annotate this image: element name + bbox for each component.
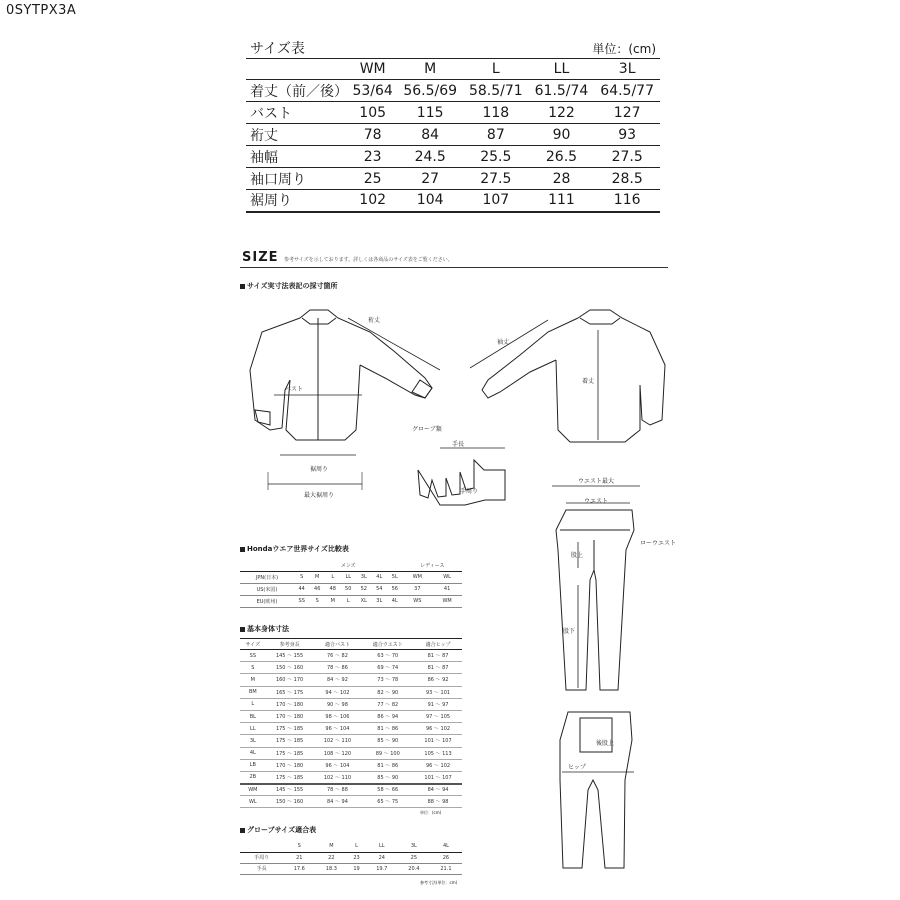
glove-sizes-title: グローブサイズ適合表 [240, 825, 316, 835]
table-row: US(米国) 44 46 48 50 52 54 56 37 41 [240, 583, 462, 595]
label-hip: ヒップ [568, 764, 586, 771]
body-size-header: サイズ 参考身長 適合バスト 適合ウエスト 適合ヒップ [240, 639, 462, 650]
product-code: 0SYTPX3A [6, 3, 77, 18]
label-glove-type: グローブ類 [412, 426, 442, 433]
label-waist-max: ウエスト最大 [578, 478, 615, 485]
table-row: 4L 175 〜 185 108 〜 120 89 〜 100 105 〜 113 [240, 747, 462, 759]
size-table-title: サイズ表 [250, 41, 305, 57]
label-temawari: 手周り [460, 488, 479, 495]
glove-size-table [240, 841, 462, 875]
table-row: S 150 〜 160 78 〜 86 69 〜 74 81 〜 87 [240, 662, 462, 674]
table-row: WL 150 〜 160 84 〜 94 65 〜 75 88 〜 98 [240, 796, 462, 808]
label-low-waist: ローウエスト [640, 540, 677, 547]
size-col-ll: LL [529, 59, 595, 80]
body-sizes-unit: 単位：(cm) [420, 810, 442, 815]
label-back-rise: 後股上 [596, 740, 615, 747]
world-sizes-title: Hondaウエア世界サイズ比較表 [240, 544, 349, 554]
size-col-l: L [463, 59, 529, 80]
size-col-3l: 3L [594, 59, 660, 80]
table-row: L 170 〜 180 90 〜 98 77 〜 82 91 〜 97 [240, 698, 462, 710]
body-size-table [240, 638, 462, 808]
table-row: LL 175 〜 185 96 〜 104 81 〜 86 96 〜 102 [240, 723, 462, 735]
table-row: LB 170 〜 180 96 〜 104 81 〜 86 96 〜 102 [240, 759, 462, 771]
table-row: 裄丈 78 84 87 90 93 [246, 124, 660, 146]
table-row: BM 165 〜 175 94 〜 102 82 〜 90 93 〜 101 [240, 686, 462, 698]
world-mens-header: メンズ [294, 560, 403, 571]
table-row: 着丈（前／後） 53/64 56.5/69 58.5/71 61.5/74 64.5/77 [246, 80, 660, 102]
label-sodehaba: 袖丈 [497, 339, 510, 346]
glove-size-header: S M L LL 3L 4L [240, 841, 462, 852]
size-note: 参考サイズを示しております。詳しくは各商品のサイズ表をご覧ください。 [284, 257, 453, 263]
table-row: 手長 17.6 18.3 19 19.7 20.4 21.1 [240, 863, 462, 874]
table-row: BL 170 〜 180 98 〜 106 86 〜 94 97 〜 105 [240, 710, 462, 722]
label-kitake: 着丈 [582, 378, 595, 385]
table-row: 袖口周り 25 27 27.5 28 28.5 [246, 168, 660, 190]
size-table-unit: 単位：(cm) [592, 42, 656, 56]
glove-drawing [418, 460, 505, 505]
size-col-wm: WM [348, 59, 397, 80]
table-row: 袖幅 23 24.5 25.5 26.5 27.5 [246, 146, 660, 168]
table-row: SS 145 〜 155 76 〜 82 63 〜 70 81 〜 87 [240, 650, 462, 662]
table-row: WM 145 〜 155 78 〜 88 58 〜 66 84 〜 94 [240, 784, 462, 796]
table-row: 裾周り 102 104 107 111 116 [246, 190, 660, 212]
table-row: バスト 105 115 118 122 127 [246, 102, 660, 124]
table-row: 3L 175 〜 185 102 〜 110 85 〜 90 101 〜 107 [240, 735, 462, 747]
glove-sizes-note: 参考寸法(単位：cm) [420, 880, 458, 885]
front-jacket-drawing [250, 310, 432, 440]
table-row: 2B 175 〜 185 102 〜 110 85 〜 90 101 〜 107 [240, 771, 462, 783]
size-col-m: M [397, 59, 463, 80]
table-row: JPN(日本) S M L LL 3L 4L 5L WM WL [240, 571, 462, 583]
label-yukitake: 裄丈 [368, 317, 381, 324]
label-susomawari: 裾周り [310, 466, 329, 473]
body-sizes-title: 基本身体寸法 [240, 624, 289, 634]
table-row: 手周り 21 22 23 24 25 26 [240, 852, 462, 863]
label-bust: バスト [285, 386, 304, 393]
front-pants-drawing [556, 510, 634, 690]
world-size-table [240, 560, 462, 608]
table-row: EU(欧州) SS S M L XL 3L 4L WS WM [240, 595, 462, 607]
back-pants-drawing [560, 712, 632, 868]
label-matashita: 股下 [563, 628, 576, 635]
label-waist: ウエスト [584, 498, 609, 505]
label-matagami: 股上 [571, 552, 584, 559]
label-tenaga: 手長 [452, 441, 465, 448]
back-jacket-drawing [482, 310, 665, 442]
measure-heading: サイズ実寸法表記の採寸箇所 [240, 281, 337, 291]
label-max-susomawari: 最大裾周り [304, 492, 335, 499]
size-heading: SIZE [242, 250, 279, 265]
world-ladies-header: レディース [403, 560, 462, 571]
table-row: M 160 〜 170 84 〜 92 73 〜 78 86 〜 92 [240, 674, 462, 686]
